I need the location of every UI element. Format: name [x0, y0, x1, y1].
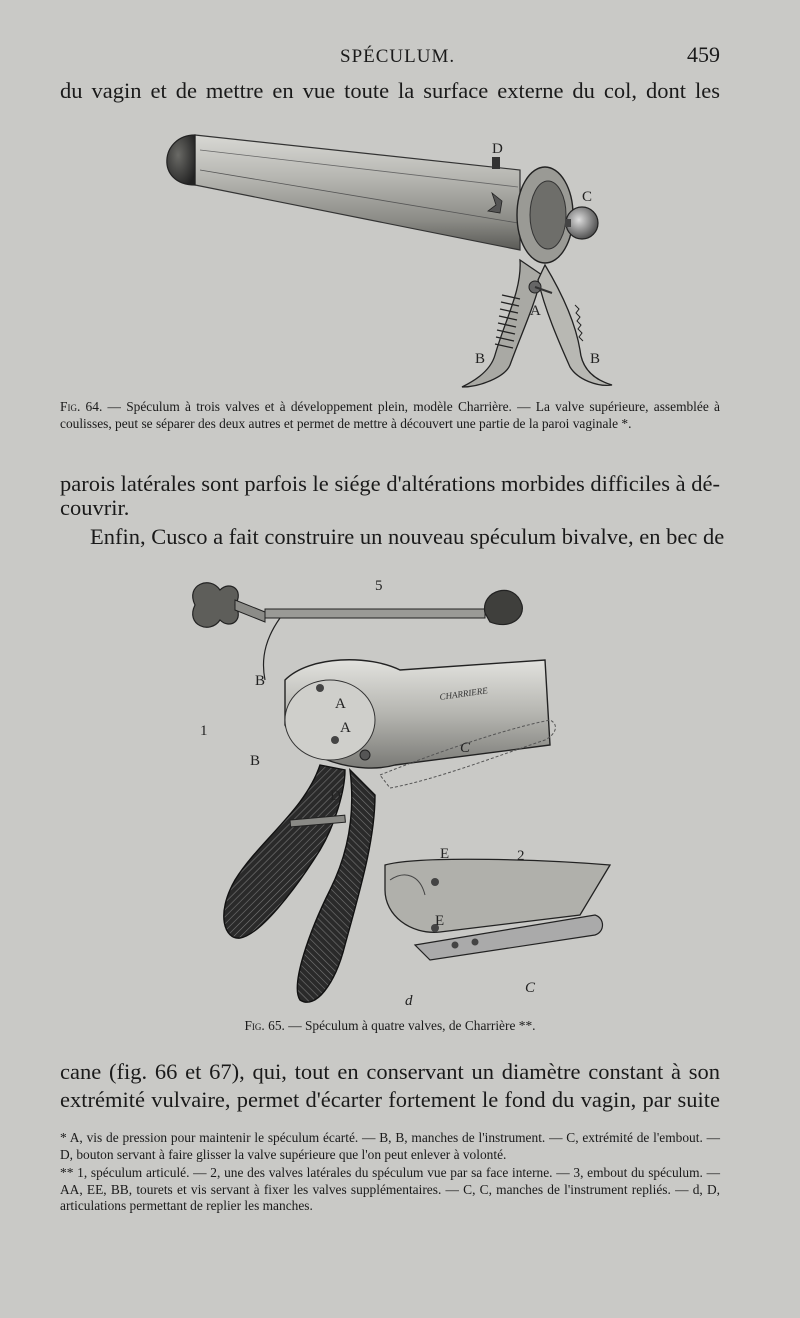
figure-64-caption [60, 398, 720, 432]
figure-64-illustration [150, 115, 630, 395]
figure-letter-c: C [582, 189, 593, 205]
engraving-text: CHARRIERE [438, 685, 489, 702]
caption-label: Fig. 65. [244, 1018, 285, 1033]
figure-letter-d: D [492, 141, 503, 157]
page-number: 459 [687, 42, 720, 67]
figure-letter-e: E [440, 846, 450, 862]
figure-letter-e: E [435, 913, 445, 929]
paragraph-line: extrémité vulvaire, permet d'écarter fortement le fond du vagin, par suite [60, 1087, 720, 1112]
paragraph-line: parois latérales sont parfois le siége d'altérations morbides difficiles à dé- [60, 471, 720, 496]
figure-letter-a: A [335, 696, 346, 712]
figure-65-caption [60, 1017, 720, 1034]
footnotes [60, 1130, 720, 1217]
figure-letter-d: D [330, 788, 341, 804]
caption-label: Fig. 64. [60, 399, 103, 414]
figure-letter-a: A [530, 303, 541, 319]
paragraph-line: du vagin et de mettre en vue toute la surface externe du col, dont les [60, 78, 720, 103]
figure-letter-b: B [250, 753, 261, 769]
figure-letter-5: 5 [375, 578, 383, 594]
figure-letter-b: B [255, 673, 266, 689]
figure-letter-b: B [590, 351, 601, 367]
paragraph-line: couvrir. [60, 495, 130, 520]
figure-letter-a: A [340, 720, 351, 736]
figure-letter-d-small: d [405, 993, 413, 1009]
paragraph-line: cane (fig. 66 et 67), qui, tout en conservant un diamètre constant à son [60, 1059, 720, 1084]
paragraph-line: Enfin, Cusco a fait construire un nouveau spéculum bivalve, en bec de [90, 524, 725, 549]
figure-letter-c: C [525, 980, 536, 996]
footnote: ** 1, spéculum articulé. — 2, une des valves latérales du spéculum vue par sa face interne. — 3, embout du spéculum. — AA, EE, BB, tourets et vis servant à fixer les valves supplémentaires. — C, C, manches de l'instrument repliés. — d, D, articulations permettant de replier les manches. [60, 1165, 720, 1213]
figure-letter-c: C [460, 740, 471, 756]
figure-letter-2: 2 [517, 848, 525, 864]
figure-65-illustration [150, 560, 730, 1015]
running-head-title: SPÉCULUM. [340, 46, 456, 67]
figure-letter-b: B [475, 351, 486, 367]
figure-letter-1: 1 [200, 723, 208, 739]
running-head [60, 42, 720, 72]
caption-text: — Spéculum à trois valves et à développement plein, modèle Charrière. — La valve supérieure, assemblée à coulisses, peut se séparer des deux autres et permet de mettre à découvert une partie de la paroi vaginale *. [60, 399, 720, 431]
footnote: * A, vis de pression pour maintenir le spéculum écarté. — B, B, manches de l'instrument. — C, extrémité de l'embout. — D, bouton servant à faire glisser la valve supérieure que l'on peut enlever à volonté. [60, 1130, 720, 1162]
caption-text: — Spéculum à quatre valves, de Charrière **. [284, 1018, 536, 1033]
